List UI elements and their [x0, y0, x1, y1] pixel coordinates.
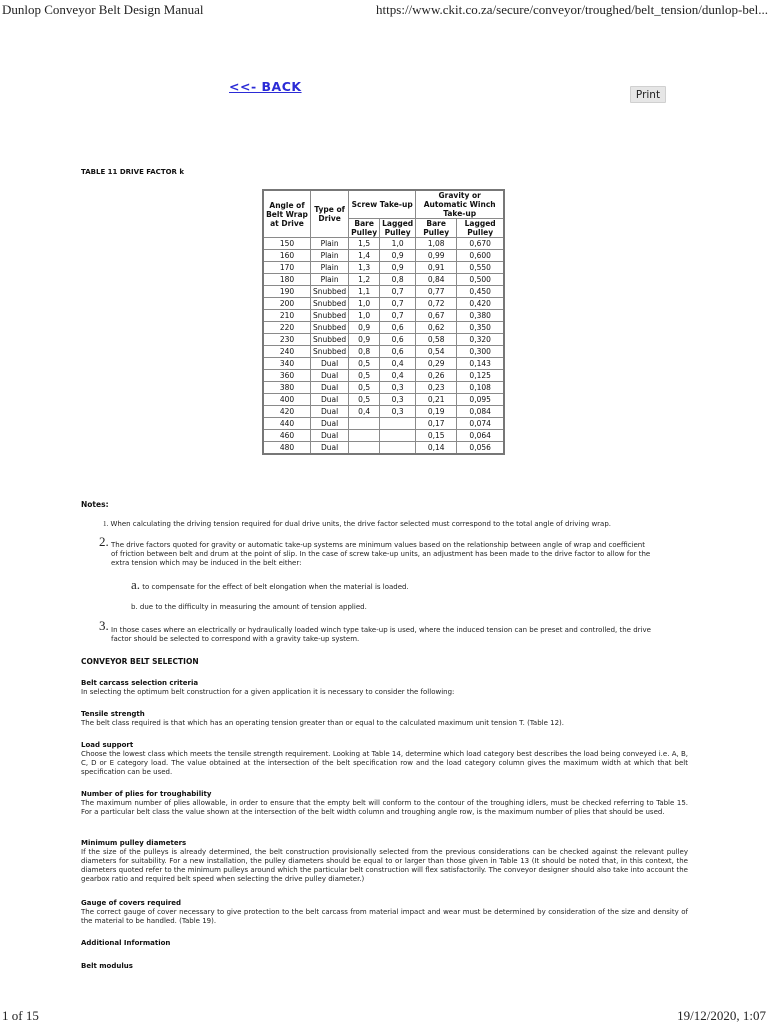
cell-screw-bare: 0,5 — [349, 382, 380, 394]
cell-gravity-bare: 0,26 — [416, 370, 457, 382]
cell-screw-bare: 1,2 — [349, 274, 380, 286]
note-2-marker-wrap — [99, 534, 109, 549]
cell-drive-type: Plain — [311, 238, 349, 250]
cell-gravity-bare: 0,23 — [416, 382, 457, 394]
cell-screw-lagged — [380, 442, 416, 455]
note-2 — [111, 541, 691, 568]
cell-gravity-lagged: 0,350 — [457, 322, 505, 334]
table-row — [263, 262, 504, 274]
cell-screw-lagged: 0,6 — [380, 346, 416, 358]
cell-gravity-lagged: 0,500 — [457, 274, 505, 286]
cell-screw-bare: 0,5 — [349, 394, 380, 406]
cell-gravity-lagged: 0,056 — [457, 442, 505, 455]
section-heading: CONVEYOR BELT SELECTION — [81, 657, 199, 666]
cell-screw-bare — [349, 418, 380, 430]
print-button[interactable]: Print — [630, 86, 666, 103]
cell-screw-lagged: 0,4 — [380, 370, 416, 382]
table-row — [263, 274, 504, 286]
plies-text: The maximum number of plies allowable, in order to ensure that the empty belt will conform to the contour of the troughing idlers, must be checked referring to Table 15. For a particular belt class the value shown at the intersection of the belt width column and troughing angle row, is the maximum number of plies that should be used. — [81, 799, 688, 816]
cell-screw-bare: 0,5 — [349, 358, 380, 370]
cell-gravity-lagged: 0,300 — [457, 346, 505, 358]
header-lagged-pulley: Lagged Pulley — [457, 219, 505, 238]
cell-drive-type: Dual — [311, 382, 349, 394]
cell-screw-lagged — [380, 418, 416, 430]
table-row — [263, 286, 504, 298]
cell-drive-type: Snubbed — [311, 286, 349, 298]
header-gravity: Gravity or Automatic Winch Take-up — [416, 190, 505, 219]
cell-screw-lagged: 0,4 — [380, 358, 416, 370]
cell-screw-bare: 0,9 — [349, 334, 380, 346]
cell-drive-type: Dual — [311, 406, 349, 418]
cell-angle: 360 — [263, 370, 311, 382]
cell-screw-bare: 1,0 — [349, 298, 380, 310]
table-title: TABLE 11 DRIVE FACTOR k — [81, 168, 185, 176]
cell-screw-bare — [349, 442, 380, 455]
cell-angle: 420 — [263, 406, 311, 418]
header-lagged-pulley: Lagged Pulley — [380, 219, 416, 238]
cell-gravity-lagged: 0,143 — [457, 358, 505, 370]
cell-gravity-bare: 0,91 — [416, 262, 457, 274]
header-angle: Angle of Belt Wrap at Drive — [263, 190, 311, 238]
table-row — [263, 406, 504, 418]
cell-angle: 480 — [263, 442, 311, 455]
cell-drive-type: Dual — [311, 370, 349, 382]
note-2b-marker: b. — [131, 603, 138, 611]
cell-screw-lagged: 0,9 — [380, 262, 416, 274]
table-row — [263, 442, 504, 455]
cell-angle: 240 — [263, 346, 311, 358]
table-row — [263, 334, 504, 346]
cell-drive-type: Snubbed — [311, 346, 349, 358]
cell-gravity-bare: 0,62 — [416, 322, 457, 334]
page-counter: 1 of 15 — [2, 1008, 39, 1023]
cell-screw-lagged: 0,9 — [380, 250, 416, 262]
covers-text: The correct gauge of cover necessary to give protection to the belt carcass from material impact and wear must be determined by consideration of the size and density of the material to be handled. (Table 19). — [81, 908, 688, 925]
cell-gravity-lagged: 0,600 — [457, 250, 505, 262]
note-2-line-2: of friction between belt and drum at the point of slip. In the case of screw take-up units, an adjustment has been made to the drive factor to allow for the — [111, 550, 651, 558]
cell-screw-bare: 1,5 — [349, 238, 380, 250]
cell-drive-type: Snubbed — [311, 298, 349, 310]
cell-angle: 400 — [263, 394, 311, 406]
table-row — [263, 430, 504, 442]
note-1-text: When calculating the driving tension required for dual drive units, the drive factor selected must correspond to the total angle of driving wrap. — [110, 520, 612, 528]
tensile-heading: Tensile strength — [81, 710, 145, 718]
cell-screw-lagged: 0,6 — [380, 322, 416, 334]
table-row — [263, 394, 504, 406]
note-3-marker-wrap — [99, 618, 109, 633]
cell-screw-bare: 1,1 — [349, 286, 380, 298]
cell-gravity-lagged: 0,108 — [457, 382, 505, 394]
cell-drive-type: Snubbed — [311, 310, 349, 322]
pulley-heading: Minimum pulley diameters — [81, 839, 187, 847]
table-row — [263, 298, 504, 310]
note-2a — [131, 577, 409, 592]
table-body — [263, 238, 504, 455]
additional-heading: Additional Information — [81, 939, 171, 947]
header-type: Type of Drive — [311, 190, 349, 238]
cell-drive-type: Dual — [311, 418, 349, 430]
page-url: https://www.ckit.co.za/secure/conveyor/troughed/belt_tension/dunlop-bel... — [376, 2, 768, 17]
cell-gravity-bare: 0,84 — [416, 274, 457, 286]
cell-screw-bare: 1,0 — [349, 310, 380, 322]
cell-gravity-bare: 0,14 — [416, 442, 457, 455]
pulley-text: If the size of the pulleys is already determined, the belt construction provisionally selected from the previous considerations can be checked against the relevant pulley diameters for suitability. For a new installation, the pulley diameters should be equal to or larger than those given in Table 13 (It should be noted that, in this context, the diameters quoted refer to the minimum pulleys around which the particular belt construction will flex satisfactorily. The conveyor designer should also take into account the gearbox ratio and required belt speed when selecting the drive pulley diameter.) — [81, 848, 688, 883]
cell-angle: 340 — [263, 358, 311, 370]
header-bare-pulley: Bare Pulley — [349, 219, 380, 238]
cell-screw-lagged: 0,3 — [380, 394, 416, 406]
cell-angle: 190 — [263, 286, 311, 298]
table-row — [263, 238, 504, 250]
load-heading: Load support — [81, 741, 134, 749]
cell-gravity-bare: 0,54 — [416, 346, 457, 358]
cell-drive-type: Snubbed — [311, 322, 349, 334]
cell-screw-lagged: 0,7 — [380, 298, 416, 310]
header-bare-pulley: Bare Pulley — [416, 219, 457, 238]
criteria-text: In selecting the optimum belt construction for a given application it is necessary to consider the following: — [81, 688, 455, 696]
table-row — [263, 310, 504, 322]
table-row — [263, 370, 504, 382]
drive-factor-table — [262, 189, 505, 455]
print-footer — [0, 1008, 768, 1024]
cell-angle: 460 — [263, 430, 311, 442]
cell-drive-type: Plain — [311, 250, 349, 262]
cell-gravity-bare: 0,72 — [416, 298, 457, 310]
cell-screw-bare: 0,5 — [349, 370, 380, 382]
cell-angle: 150 — [263, 238, 311, 250]
cell-drive-type: Dual — [311, 394, 349, 406]
cell-gravity-lagged: 0,670 — [457, 238, 505, 250]
cell-screw-lagged: 0,7 — [380, 310, 416, 322]
load-text: Choose the lowest class which meets the tensile strength requirement. Looking at Table 14, determine which load category best describes the load being conveyed i.e. A, B, C, D or E category load. The value obtained at the intersection of the belt specification row and the load category column gives the maximum width at which that belt specification can be used. — [81, 750, 688, 776]
cell-angle: 380 — [263, 382, 311, 394]
cell-gravity-bare: 0,99 — [416, 250, 457, 262]
cell-screw-bare: 1,4 — [349, 250, 380, 262]
notes-label: Notes: — [81, 500, 109, 509]
cell-gravity-lagged: 0,125 — [457, 370, 505, 382]
cell-drive-type: Plain — [311, 262, 349, 274]
cell-screw-lagged: 1,0 — [380, 238, 416, 250]
cell-gravity-bare: 0,67 — [416, 310, 457, 322]
table-row — [263, 250, 504, 262]
cell-gravity-lagged: 0,064 — [457, 430, 505, 442]
table-header-row — [263, 190, 504, 219]
cell-screw-lagged: 0,3 — [380, 406, 416, 418]
cell-gravity-lagged: 0,450 — [457, 286, 505, 298]
print-datetime: 19/12/2020, 1:07 — [677, 1008, 766, 1023]
modulus-heading: Belt modulus — [81, 962, 133, 970]
cell-gravity-lagged: 0,084 — [457, 406, 505, 418]
note-2-line-3: extra tension which may be induced in the belt either: — [111, 559, 302, 567]
back-link[interactable]: <<- BACK — [229, 79, 302, 94]
table-row — [263, 322, 504, 334]
cell-angle: 440 — [263, 418, 311, 430]
cell-gravity-bare: 0,21 — [416, 394, 457, 406]
note-3 — [111, 626, 691, 644]
cell-gravity-lagged: 0,074 — [457, 418, 505, 430]
note-2a-text: to compensate for the effect of belt elongation when the material is loaded. — [142, 583, 409, 591]
cell-gravity-lagged: 0,380 — [457, 310, 505, 322]
covers-heading: Gauge of covers required — [81, 899, 182, 907]
cell-gravity-bare: 0,58 — [416, 334, 457, 346]
note-1-marker: 1. — [103, 520, 109, 528]
note-2-marker: 2. — [99, 534, 109, 549]
cell-gravity-bare: 0,29 — [416, 358, 457, 370]
cell-angle: 230 — [263, 334, 311, 346]
cell-angle: 210 — [263, 310, 311, 322]
note-1 — [103, 520, 611, 529]
cell-screw-lagged — [380, 430, 416, 442]
header-screw: Screw Take-up — [349, 190, 416, 219]
cell-gravity-lagged: 0,095 — [457, 394, 505, 406]
cell-screw-lagged: 0,7 — [380, 286, 416, 298]
table-row — [263, 382, 504, 394]
criteria-heading: Belt carcass selection criteria — [81, 679, 199, 687]
print-header — [0, 0, 768, 22]
cell-gravity-bare: 0,17 — [416, 418, 457, 430]
plies-heading: Number of plies for troughability — [81, 790, 212, 798]
cell-angle: 220 — [263, 322, 311, 334]
cell-drive-type: Plain — [311, 274, 349, 286]
cell-screw-bare: 1,3 — [349, 262, 380, 274]
cell-gravity-bare: 0,15 — [416, 430, 457, 442]
cell-angle: 200 — [263, 298, 311, 310]
cell-gravity-lagged: 0,420 — [457, 298, 505, 310]
cell-gravity-bare: 1,08 — [416, 238, 457, 250]
cell-angle: 170 — [263, 262, 311, 274]
table-row — [263, 358, 504, 370]
cell-screw-lagged: 0,8 — [380, 274, 416, 286]
note-3-line-1: In those cases where an electrically or hydraulically loaded winch type take-up is used, where the induced tension can be preset and controlled, the drive — [111, 626, 651, 634]
cell-screw-bare: 0,4 — [349, 406, 380, 418]
table-row — [263, 346, 504, 358]
cell-drive-type: Snubbed — [311, 334, 349, 346]
note-2b-text: due to the difficulty in measuring the amount of tension applied. — [139, 603, 367, 611]
cell-screw-bare — [349, 430, 380, 442]
tensile-text: The belt class required is that which has an operating tension greater than or equal to the calculated maximum unit tension T. (Table 12). — [81, 719, 564, 727]
cell-drive-type: Dual — [311, 358, 349, 370]
note-2b — [131, 603, 367, 612]
document-title: Dunlop Conveyor Belt Design Manual — [2, 2, 204, 17]
cell-screw-bare: 0,9 — [349, 322, 380, 334]
cell-gravity-lagged: 0,550 — [457, 262, 505, 274]
note-3-line-2: factor should be selected to correspond with a gravity take-up system. — [111, 635, 360, 643]
cell-angle: 160 — [263, 250, 311, 262]
cell-gravity-bare: 0,19 — [416, 406, 457, 418]
cell-gravity-lagged: 0,320 — [457, 334, 505, 346]
table-row — [263, 418, 504, 430]
note-3-marker: 3. — [99, 618, 109, 633]
cell-drive-type: Dual — [311, 430, 349, 442]
cell-gravity-bare: 0,77 — [416, 286, 457, 298]
cell-screw-lagged: 0,3 — [380, 382, 416, 394]
cell-screw-bare: 0,8 — [349, 346, 380, 358]
cell-angle: 180 — [263, 274, 311, 286]
cell-screw-lagged: 0,6 — [380, 334, 416, 346]
note-2-line-1: The drive factors quoted for gravity or automatic take-up systems are minimum values based on the relationship between angle of wrap and coefficient — [111, 541, 645, 549]
note-2a-marker: a. — [131, 577, 141, 592]
cell-drive-type: Dual — [311, 442, 349, 455]
